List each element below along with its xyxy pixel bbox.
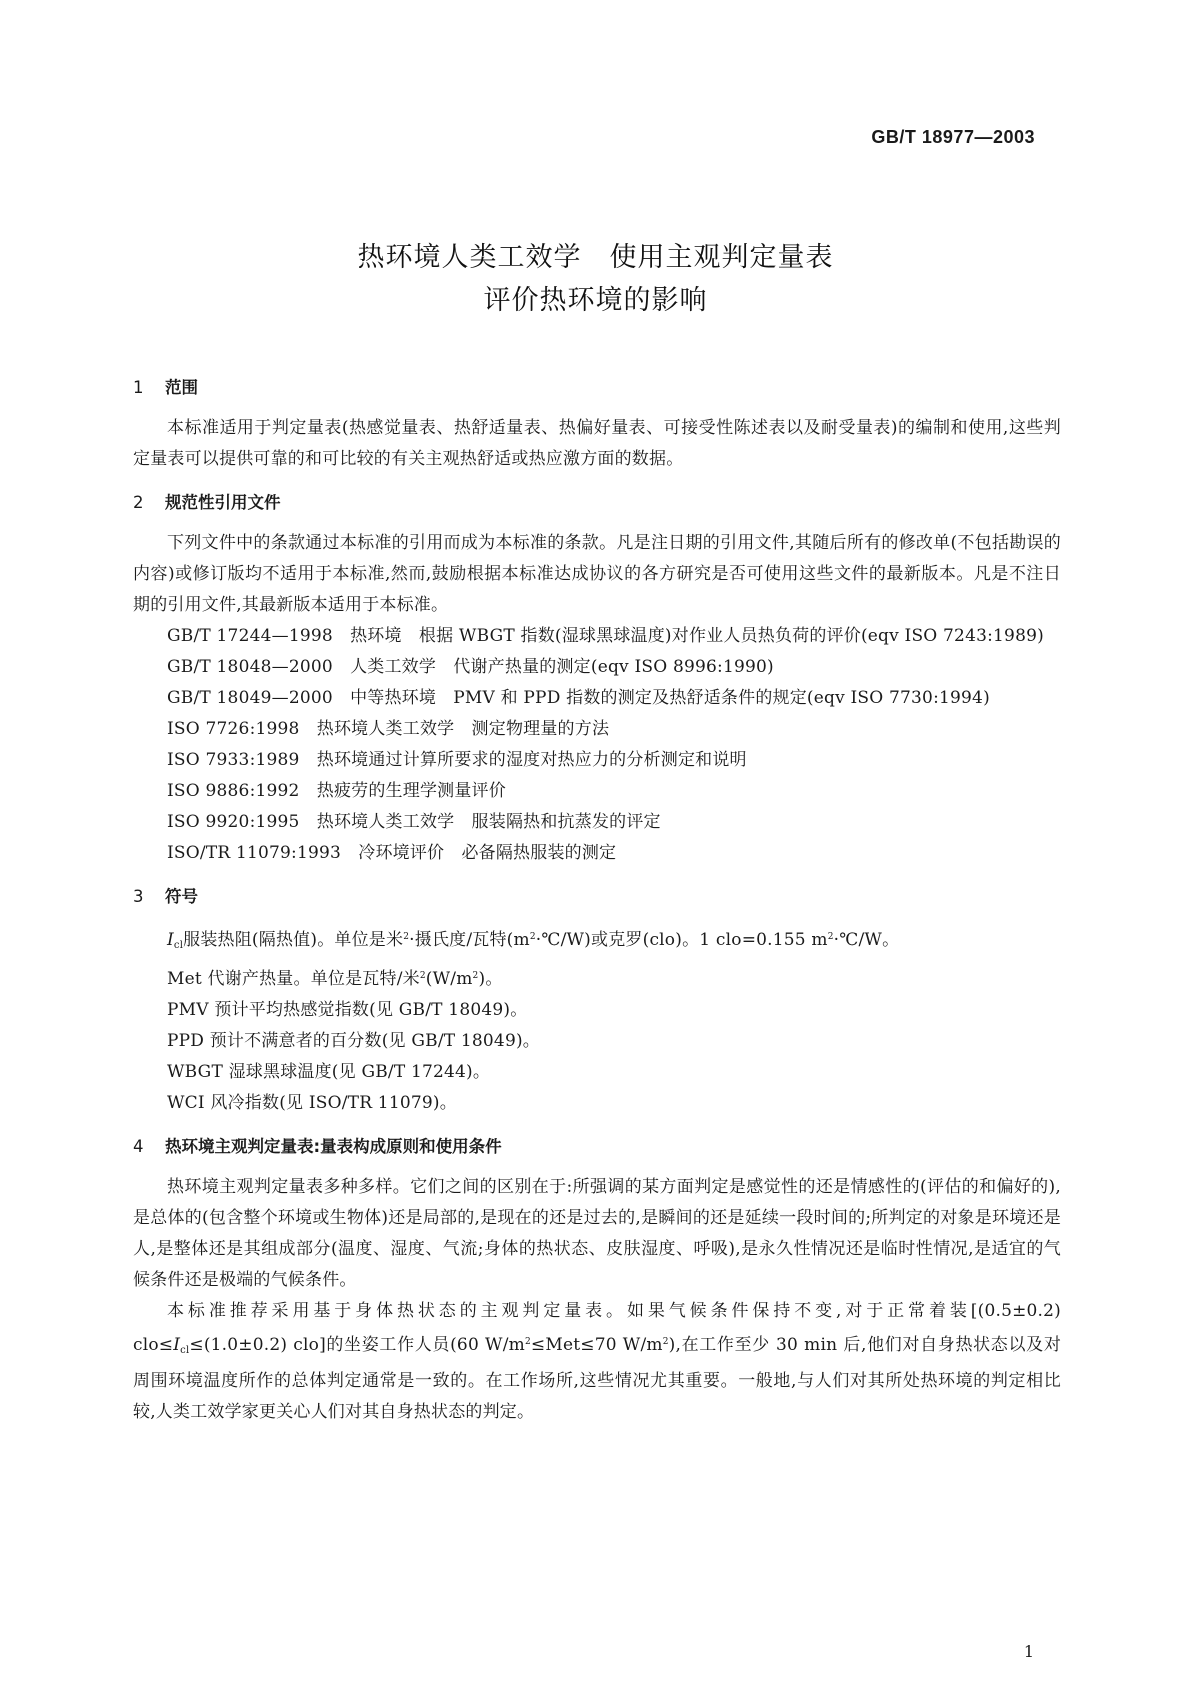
symbol-icl: $I_{cl}$服装热阻(隔热值)。单位是米$^2$·摄氏度/瓦特$(m^2\cdot℃/W)$或克罗(clo)。1 clo=0.155 $m^2\cdot℃/W$。 [167, 930, 900, 951]
reference-item: ISO/TR 11079:1993 冷环境评价 必备隔热服装的测定 [167, 843, 617, 863]
document-title-line-2: 评价热环境的影响 [483, 285, 708, 316]
section-4-paragraph-2: 本标准推荐采用基于身体热状态的主观判定量表。如果气候条件保持不变,对于正常着装[(0.5±0.2) $clo\le I_{cl}\le(1.0\pm 0.2)$ clo]的坐姿工作人员(60 $W/m^2\le Met\le 70$ $W/m^2$),在工作至少 30 min 后,他们对自身热状态以及对周围环境温度所作的总体判定通常是一致的。在工作场所,这些情况尤其重要。一般地,与人们对其所处热环境的判定相比较,人类工效学家更关心人们对其自身热状态的判定。 [133, 1301, 1062, 1422]
section-title: 热环境主观判定量表:量表构成原则和使用条件 [165, 1137, 502, 1156]
section-title: 范围 [165, 378, 198, 397]
section-1-paragraph: 本标准适用于判定量表(热感觉量表、热舒适量表、热偏好量表、可接受性陈述表以及耐受量表)的编制和使用,这些判定量表可以提供可靠的和可比较的有关主观热舒适或热应激方面的数据。 [133, 418, 1061, 469]
reference-item: GB/T 18048—2000 人类工效学 代谢产热量的测定(eqv ISO 8996:1990) [167, 657, 774, 677]
symbol-wci: WCI 风冷指数(见 ISO/TR 11079)。 [167, 1093, 457, 1113]
reference-item: ISO 9886:1992 热疲劳的生理学测量评价 [167, 781, 506, 801]
section-4-heading [133, 1137, 1061, 1157]
section-4-paragraph-1: 热环境主观判定量表多种多样。它们之间的区别在于:所强调的某方面判定是感觉性的还是情感性的(评估的和偏好的),是总体的(包含整个环境或生物体)还是局部的,是现在的还是过去的,是瞬间的还是延续一段时间的;所判定的对象是环境还是人,是整体还是其组成部分(温度、湿度、气流;身体的热状态、皮肤湿度、呼吸),是永久性情况还是临时性情况,是适宜的气候条件还是极端的气候条件。 [133, 1177, 1061, 1290]
reference-item: ISO 7726:1998 热环境人类工效学 测定物理量的方法 [167, 719, 610, 739]
document-body [133, 378, 1061, 1428]
section-number: 2 [133, 493, 144, 512]
section-3-heading [133, 887, 1061, 907]
section-1-heading [133, 378, 1061, 398]
standard-number: GB/T 18977—2003 [871, 127, 1035, 147]
symbol-pmv: PMV 预计平均热感觉指数(见 GB/T 18049)。 [167, 1000, 528, 1020]
section-number: 3 [133, 887, 144, 906]
symbol-ppd: PPD 预计不满意者的百分数(见 GB/T 18049)。 [167, 1031, 541, 1051]
reference-item: GB/T 17244—1998 热环境 根据 WBGT 指数(湿球黑球温度)对作业人员热负荷的评价(eqv ISO 7243:1989) [167, 626, 1044, 646]
reference-item: ISO 7933:1989 热环境通过计算所要求的湿度对热应力的分析测定和说明 [167, 750, 747, 770]
section-number: 4 [133, 1137, 144, 1156]
symbol-met: Met 代谢产热量。单位是瓦特/米$^2(W/m^2)$。 [167, 969, 503, 989]
reference-item: GB/T 18049—2000 中等热环境 PMV 和 PPD 指数的测定及热舒适条件的规定(eqv ISO 7730:1994) [167, 688, 990, 708]
reference-item: ISO 9920:1995 热环境人类工效学 服装隔热和抗蒸发的评定 [167, 812, 661, 832]
document-title-line-1: 热环境人类工效学 使用主观判定量表 [357, 242, 834, 273]
section-title: 规范性引用文件 [165, 493, 281, 512]
section-number: 1 [133, 378, 144, 397]
symbol-wbgt: WBGT 湿球黑球温度(见 GB/T 17244)。 [167, 1062, 491, 1082]
section-2-heading [133, 493, 1061, 513]
section-2-paragraph: 下列文件中的条款通过本标准的引用而成为本标准的条款。凡是注日期的引用文件,其随后所有的修改单(不包括勘误的内容)或修订版均不适用于本标准,然而,鼓励根据本标准达成协议的各方研究是否可使用这些文件的最新版本。凡是不注日期的引用文件,其最新版本适用于本标准。 [133, 533, 1061, 615]
page-number: 1 [1023, 1642, 1034, 1661]
section-title: 符号 [165, 887, 198, 906]
